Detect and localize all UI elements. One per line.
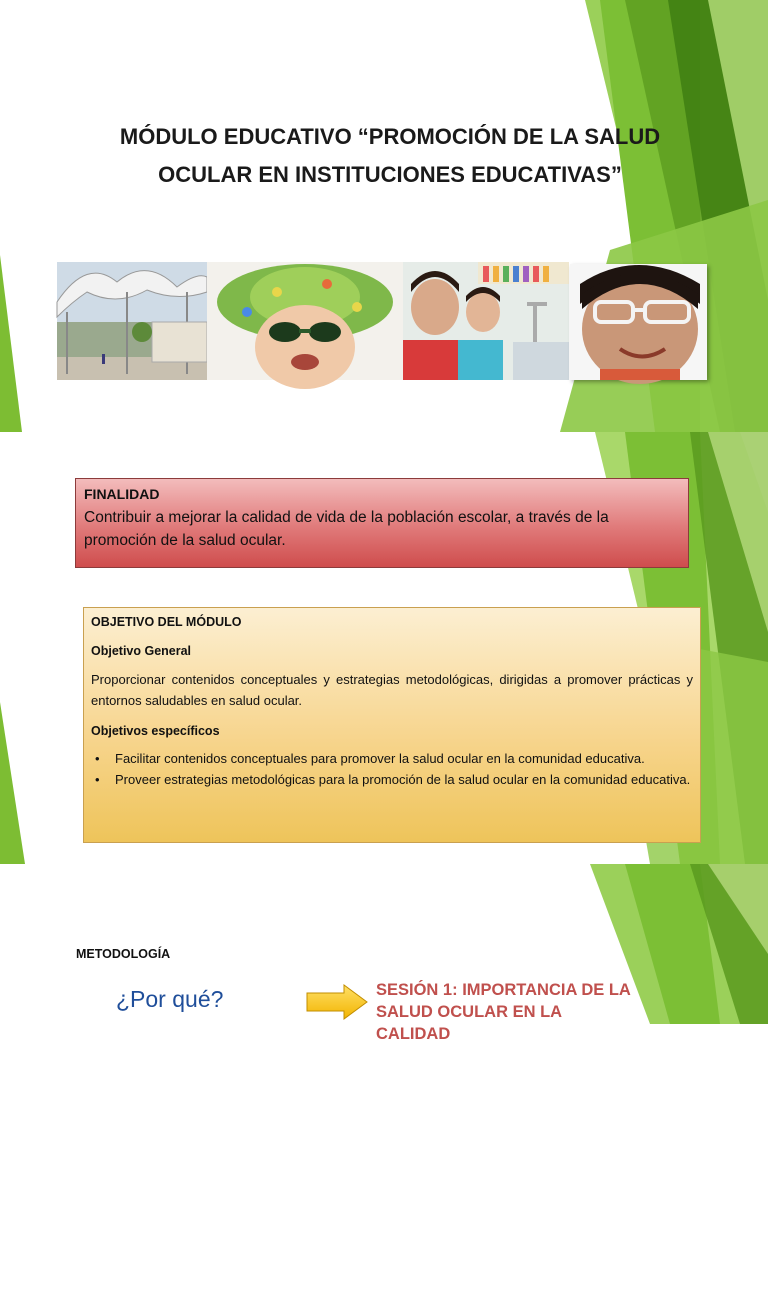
- por-que-label: ¿Por qué?: [116, 986, 224, 1012]
- children-washing-hands-photo: [403, 262, 569, 380]
- list-item: [91, 748, 693, 769]
- objetivos-especificos-list: [91, 748, 693, 790]
- slide-title: [0, 0, 768, 432]
- list-item-text: Proveer estrategias metodológicas para la promoción de la salud ocular en la comunidad educativa.: [115, 772, 691, 787]
- finalidad-text: Contribuir a mejorar la calidad de vida de la población escolar, a través de la promoción de la salud ocular.: [84, 509, 609, 549]
- list-item: [91, 769, 693, 790]
- objetivo-box: [83, 607, 701, 843]
- objetivo-general-heading: Objetivo General: [91, 644, 192, 658]
- list-item-text: Facilitar contenidos conceptuales para promover la salud ocular en la comunidad educativa.: [115, 751, 645, 766]
- metodologia-heading: METODOLOGÍA: [76, 947, 171, 961]
- page-title: MÓDULO EDUCATIVO “PROMOCIÓN DE LA SALUD OCULAR EN INSTITUCIONES EDUCATIVAS”: [119, 124, 661, 187]
- bullet: •: [95, 772, 100, 787]
- finalidad-heading: FINALIDAD: [84, 486, 160, 502]
- baby-sunglasses-photo: [207, 262, 403, 380]
- slide-metodologia: [0, 864, 768, 1043]
- right-arrow-icon: [306, 984, 368, 1020]
- boy-glasses-photo: [570, 264, 707, 380]
- objetivos-especificos-heading: Objetivos específicos: [91, 724, 220, 738]
- school-canopy-photo: [57, 262, 207, 380]
- green-decoration: [0, 864, 768, 1296]
- slide-finalidad-objetivo: [0, 432, 768, 864]
- objetivo-heading: OBJETIVO DEL MÓDULO: [91, 615, 242, 629]
- finalidad-box: [75, 478, 689, 568]
- bullet: •: [95, 751, 100, 766]
- sesion-1-title: SESIÓN 1: IMPORTANCIA DE LA SALUD OCULAR EN LA CALIDAD: [376, 981, 631, 1043]
- objetivo-general-text: Proporcionar contenidos conceptuales y estrategias metodológicas, dirigidas a promover prácticas y entornos saludables en salud ocular.: [91, 672, 693, 708]
